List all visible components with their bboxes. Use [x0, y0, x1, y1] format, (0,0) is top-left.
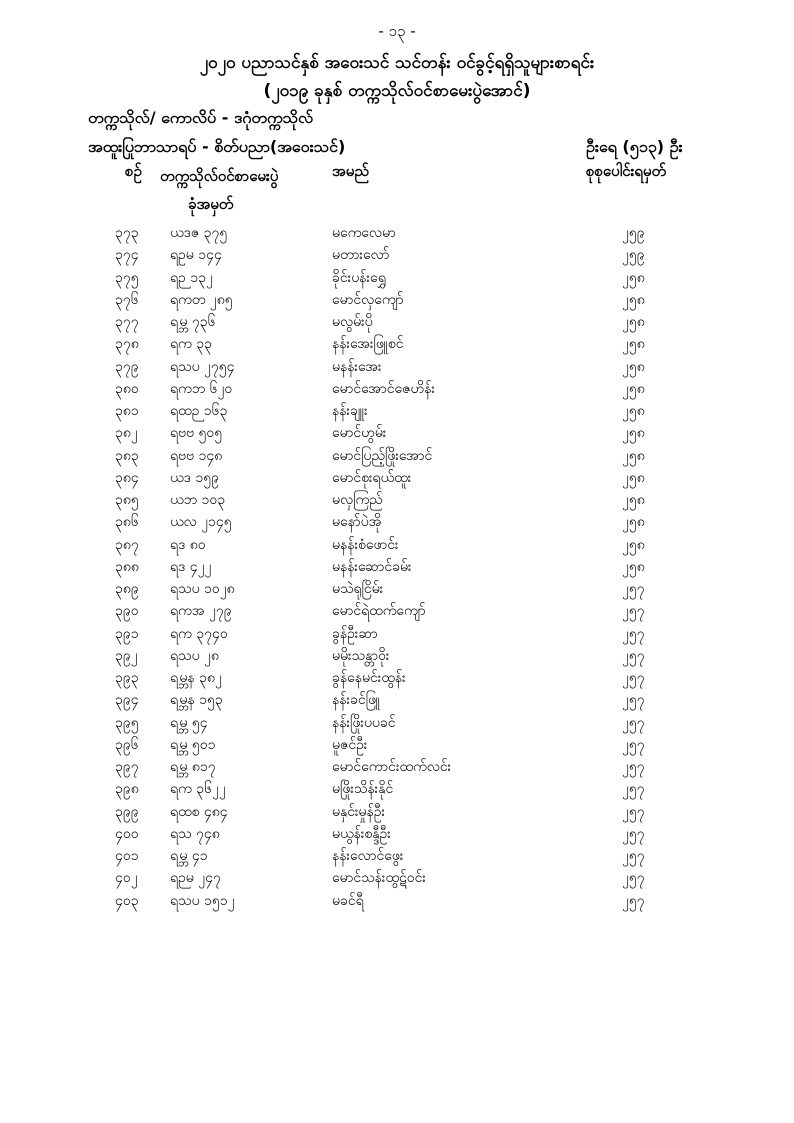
student-name: မောင်ဟွမ်း [332, 425, 387, 442]
serial-no: ၃၉၈ [115, 781, 139, 798]
table-row [0, 267, 794, 289]
student-name: မတားလော် [332, 247, 390, 264]
roll-no: ရဥမ ၁၄၄ [170, 247, 222, 264]
student-name: မောင်ရဲထက်ကျော် [332, 603, 426, 620]
total-mark: ၂၅၇ [622, 825, 645, 842]
table-row [0, 511, 794, 533]
serial-no: ၃၈၃ [115, 447, 139, 464]
serial-no: ၃၉၃ [115, 670, 139, 686]
student-name: မနန်းစံဖောင်း [332, 536, 399, 553]
header-total-mark: စုစုပေါင်းရမှတ် [586, 162, 667, 180]
roll-no: ရသပ ၂၇၅၄ [170, 358, 235, 375]
total-mark: ၂၅၈ [622, 492, 645, 508]
student-name: မနော်ပဲအို [332, 514, 382, 531]
roll-no: ရမ္ဘ ၅၄ [170, 714, 208, 731]
table-row [0, 445, 794, 467]
header-roll-line1: တက္ကသိုလ်ဝင်စာမေးပွဲ [160, 167, 279, 185]
page-number: - ၁၃ - [378, 22, 416, 40]
serial-no: ၃၉၉ [115, 803, 139, 820]
serial-no: ၃၈၇ [115, 536, 139, 553]
roll-no: ရမ္ဘ ၇၃၆ [170, 314, 216, 330]
serial-no: ၃၈၂ [115, 425, 138, 442]
total-mark: ၂၅၇ [622, 625, 645, 642]
roll-no: ရဒ ၈၀ [170, 536, 206, 553]
serial-no: ၃၈၉ [115, 581, 139, 597]
table-row [0, 400, 794, 422]
roll-no: ရဒ ၄၂၂ [170, 558, 212, 575]
total-mark: ၂၅၈ [622, 425, 645, 442]
roll-no: ရထစ ၄၈၄ [170, 803, 228, 820]
total-mark: ၂၅၈ [622, 536, 645, 553]
serial-no: ၃၇၈ [115, 336, 139, 353]
roll-no: ရက ၃၃ [170, 336, 212, 353]
total-mark: ၂၅၈ [622, 380, 645, 397]
student-name: မသဲရုငြိမ်း [332, 581, 384, 597]
total-mark: ၂၅၈ [622, 314, 645, 330]
roll-no: ရဗဗ ၁၄၈ [170, 447, 223, 464]
roll-no: ရမ္ဘ ၄၁ [170, 848, 208, 864]
student-name: မောင်ကောင်းထက်လင်း [332, 759, 452, 775]
serial-no: ၃၉၇ [115, 759, 139, 775]
total-mark: ၂၅၇ [622, 692, 645, 709]
total-mark: ၂၅၈ [622, 447, 645, 464]
student-name: နန်းဖြိုးပပခင် [332, 714, 396, 731]
student-name: မလှကြည် [332, 492, 383, 508]
total-mark: ၂၅၇ [622, 581, 645, 597]
total-mark: ၂၅၇ [622, 670, 645, 686]
roll-no: ရမ္ဘ ၅၀၁ [170, 736, 216, 753]
serial-no: ၃၈၀ [115, 380, 139, 397]
table-row [0, 556, 794, 578]
table-row [0, 311, 794, 333]
table-row [0, 689, 794, 711]
serial-no: ၃၉၅ [115, 714, 139, 731]
student-name: မဖြိုးသိန်းနိုင် [332, 781, 394, 798]
serial-no: ၃၇၆ [115, 291, 139, 308]
student-count: ဦးရေ (၅၁၃) ဦး [586, 137, 683, 156]
total-mark: ၂၅၇ [622, 803, 645, 820]
header-serial-no: စဉ် [125, 162, 142, 180]
student-name: မလွမ်းပို [332, 314, 373, 330]
student-name: ခွန်ဦးဆာ [332, 625, 378, 642]
table-row [0, 645, 794, 667]
serial-no: ၃၇၇ [115, 314, 139, 330]
serial-no: ၃၇၅ [115, 269, 139, 286]
total-mark: ၂၅၇ [622, 781, 645, 798]
serial-no: ၃၇၄ [115, 247, 139, 264]
serial-no: ၄၀၁ [115, 848, 139, 864]
student-name: မောင်လှကျော် [332, 291, 404, 308]
roll-no: ရသ ၇၄၈ [170, 825, 220, 842]
student-name: မောင်စုးရယ်ထူး [332, 469, 412, 486]
student-name: မနန်းအေး [332, 358, 382, 375]
roll-no: ရကတ ၂၈၅ [170, 291, 233, 308]
serial-no: ၃၈၆ [115, 514, 139, 531]
table-row [0, 867, 794, 889]
roll-no: ယဘ ၁၀၃ [170, 492, 226, 508]
student-name: မနန်းဆောင်ခမ်း [332, 558, 412, 575]
table-row [0, 778, 794, 800]
header-name: အမည် [332, 162, 369, 180]
table-row [0, 356, 794, 378]
table-row [0, 333, 794, 355]
roll-no: ရသပ ၂၈ [170, 647, 219, 664]
total-mark: ၂၅၇ [622, 736, 645, 753]
student-name: မခင်ရီ [332, 892, 364, 909]
serial-no: ၃၉၀ [115, 603, 139, 620]
student-name: မူဇင်ဦး [332, 736, 368, 753]
table-row [0, 467, 794, 489]
serial-no: ၃၈၄ [115, 469, 139, 486]
serial-no: ၃၉၄ [115, 692, 139, 709]
serial-no: ၃၉၁ [115, 625, 139, 642]
total-mark: ၂၅၈ [622, 358, 645, 375]
table-row [0, 623, 794, 645]
roll-no: ရက ၃၇၄၀ [170, 625, 228, 642]
serial-no: ၃၈၁ [115, 403, 139, 419]
total-mark: ၂၅၇ [622, 603, 645, 620]
roll-no: ယလ ၂၁၄၅ [170, 514, 232, 531]
table-row [0, 422, 794, 444]
total-mark: ၂၅၇ [622, 870, 645, 887]
student-name: မောင်ပြည့်ဖြိုးအောင် [332, 447, 433, 464]
table-row [0, 289, 794, 311]
roll-no: ရက ၃၆၂၂ [170, 781, 226, 798]
student-name: မောင်အောင်ဇေဟိန်း [332, 380, 435, 397]
serial-no: ၃၈၈ [115, 558, 139, 575]
total-mark: ၂၅၇ [622, 714, 645, 731]
student-name: နန်းအေးဖြူစင် [332, 336, 404, 353]
student-name: မကေလေမာ [332, 225, 396, 241]
serial-no: ၃၉၂ [115, 647, 138, 664]
table-row [0, 489, 794, 511]
table-row [0, 667, 794, 689]
total-mark: ၂၅၇ [622, 848, 645, 864]
table-row [0, 378, 794, 400]
table-row [0, 222, 794, 244]
student-list [0, 222, 794, 912]
serial-no: ၃၈၅ [115, 492, 139, 508]
roll-no: ရသပ ၁၅၁၂ [170, 892, 235, 909]
student-name: မောင်သန်းထွဋ်ဝင်း [332, 870, 426, 887]
total-mark: ၂၅၈ [622, 336, 645, 353]
roll-no: ရသပ ၁၀၂၈ [170, 581, 235, 597]
serial-no: ၄၀၂ [115, 870, 138, 887]
roll-no: ရမ္ဘ ၈၁၇ [170, 759, 216, 775]
student-name: နန်းခင်ဖြူ [332, 692, 381, 709]
table-row [0, 845, 794, 867]
roll-no: ယဒ ၁၅၉ [170, 469, 219, 486]
student-name: ခွန်နေမင်းထွန်း [332, 670, 406, 686]
total-mark: ၂၅၈ [622, 514, 645, 531]
roll-no: ရဉမ ၂၄၇ [170, 870, 221, 887]
roll-no: ရကအ ၂၇၉ [170, 603, 232, 620]
table-row [0, 534, 794, 556]
document-title: ၂၀၂၀ ပညာသင်နှစ် အဝေးသင် သင်တန်း ဝင်ခွင့်ရရှိသူများစာရင်း [199, 53, 595, 73]
student-name: မနှင်းမှုန်ဦး [332, 803, 386, 820]
total-mark: ၂၅၉ [622, 225, 645, 241]
roll-no: ရမ္ဘန ၁၅၃ [170, 692, 223, 709]
header-roll-no [160, 162, 278, 218]
roll-no: ယဒဇ ၃၇၅ [170, 225, 228, 241]
serial-no: ၃၉၆ [115, 736, 139, 753]
total-mark: ၂၅၇ [622, 892, 645, 909]
total-mark: ၂၅၈ [622, 403, 645, 419]
table-row [0, 600, 794, 622]
table-row [0, 801, 794, 823]
table-row [0, 712, 794, 734]
serial-no: ၄၀၀ [115, 825, 139, 842]
table-row [0, 756, 794, 778]
total-mark: ၂၅၉ [622, 247, 645, 264]
roll-no: ရမ္ဘန ၃၈၂ [170, 670, 222, 686]
serial-no: ၃၇၃ [115, 225, 139, 241]
total-mark: ၂၅၈ [622, 558, 645, 575]
university-line: တက္ကသိုလ်/ ကောလိပ် - ဒဂုံတက္ကသိုလ် [88, 108, 314, 127]
total-mark: ၂၅၈ [622, 469, 645, 486]
total-mark: ၂၅၇ [622, 759, 645, 775]
student-name: မမိုးသန္တာဝိုး [332, 647, 390, 664]
total-mark: ၂၅၈ [622, 291, 645, 308]
roll-no: ရထဉ ၁၆၃ [170, 403, 228, 419]
student-name: မယွန်းစန္ဒီဦး [332, 825, 391, 842]
roll-no: ရကဘ ၆၂၀ [170, 380, 233, 397]
table-row [0, 890, 794, 912]
document-subtitle: (၂၀၁၉ ခုနှစ် တက္ကသိုလ်ဝင်စာမေးပွဲအောင်) [263, 81, 531, 101]
header-roll-line2: ခုံအမှတ် [188, 195, 234, 213]
student-name: နန်းချူး [332, 403, 368, 419]
total-mark: ၂၅၈ [622, 269, 645, 286]
roll-no: ရဉ ၁၃၂ [170, 269, 213, 286]
table-row [0, 578, 794, 600]
student-name: ခိုင်းပန်းရွှေ [332, 269, 386, 286]
table-row [0, 734, 794, 756]
table-row [0, 244, 794, 266]
table-row [0, 823, 794, 845]
student-name: နန်းလောင်ဖွေး [332, 848, 404, 864]
major-line: အထူးပြုဘာသာရပ် - စိတ်ပညာ(အဝေးသင်) [88, 137, 346, 156]
total-mark: ၂၅၇ [622, 647, 645, 664]
roll-no: ရဗဗ ၅၀၅ [170, 425, 223, 442]
serial-no: ၄၀၃ [115, 892, 139, 909]
serial-no: ၃၇၉ [115, 358, 139, 375]
